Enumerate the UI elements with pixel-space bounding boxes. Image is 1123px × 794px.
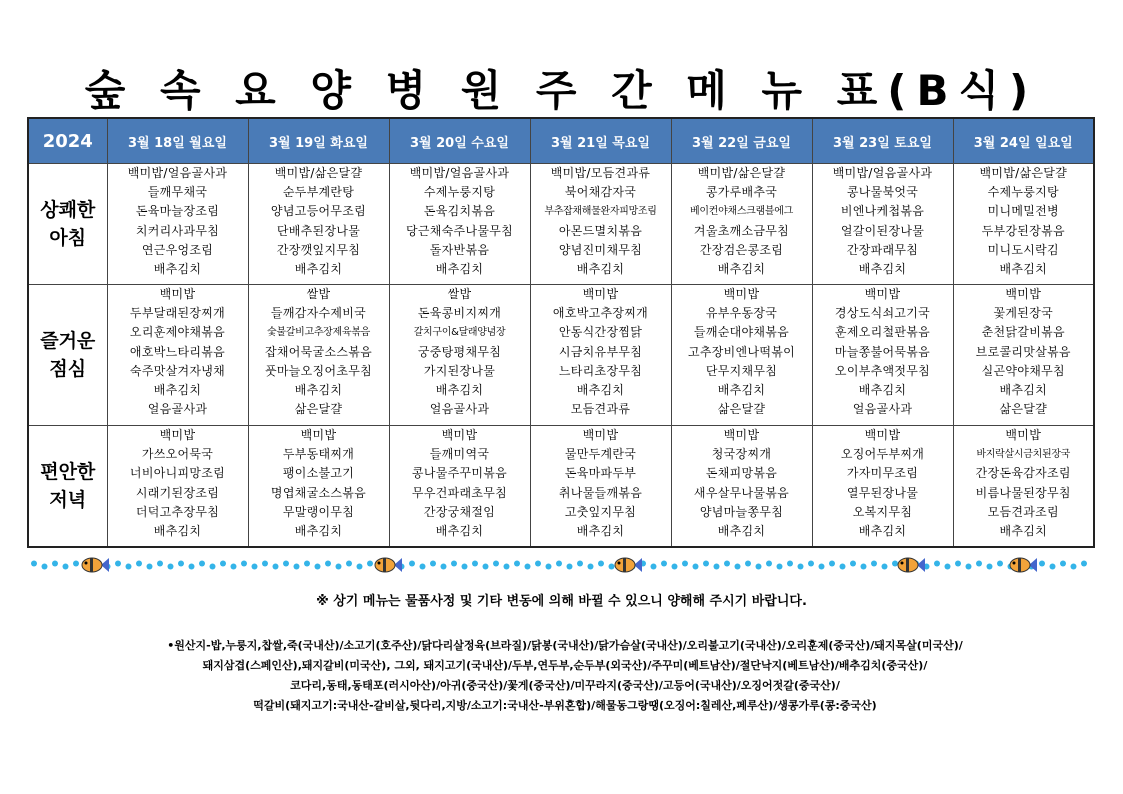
bubble-dot bbox=[73, 561, 79, 567]
bubble-dot bbox=[871, 561, 877, 567]
menu-item: 양념마늘쫑무침 bbox=[699, 504, 784, 519]
bubble-dot bbox=[1050, 564, 1056, 570]
meal-label-line: 즐거운 bbox=[40, 330, 96, 352]
day-header: 3월 21일 목요일 bbox=[530, 118, 671, 164]
menu-item: 궁중탕평채무침 bbox=[417, 344, 502, 359]
menu-item: 백미밥/삶은달걀 bbox=[274, 166, 363, 180]
meal-label-line: 점심 bbox=[49, 358, 87, 380]
bubble-dot bbox=[147, 564, 153, 570]
menu-item: 돈육마파두부 bbox=[564, 466, 637, 481]
menu-item: 백미밥 bbox=[582, 287, 619, 301]
meal-row bbox=[28, 285, 1094, 426]
menu-item: 삶은달걀 bbox=[717, 402, 766, 417]
menu-cell bbox=[248, 164, 389, 285]
bubble-dot bbox=[1060, 561, 1066, 567]
bubble-dot bbox=[588, 564, 594, 570]
bubble-dot bbox=[409, 561, 415, 567]
bubble-dot bbox=[273, 564, 279, 570]
bubble-dot bbox=[262, 561, 268, 567]
menu-item: 시래기된장조림 bbox=[135, 485, 220, 500]
bubble-dot bbox=[546, 564, 552, 570]
fish-icon bbox=[375, 558, 402, 572]
origin-info bbox=[70, 636, 1060, 716]
menu-item: 두부강된장볶음 bbox=[981, 223, 1065, 238]
menu-item: 돈육마늘장조림 bbox=[135, 204, 220, 219]
day-header: 3월 20일 수요일 bbox=[389, 118, 530, 164]
meal-row bbox=[28, 164, 1094, 285]
menu-item: 들깨감자수제비국 bbox=[270, 306, 367, 321]
menu-item: 순두부계란탕 bbox=[282, 185, 355, 200]
bubble-dot bbox=[556, 561, 562, 567]
menu-item: 돈채피망볶음 bbox=[705, 466, 778, 481]
menu-cell bbox=[248, 426, 389, 547]
bubble-dot bbox=[178, 561, 184, 567]
bubble-dot bbox=[136, 561, 142, 567]
bubble-dot bbox=[189, 564, 195, 570]
bubble-dot bbox=[892, 561, 898, 567]
menu-item: 풋마늘오징어초무침 bbox=[264, 363, 373, 378]
menu-item: 배추김치 bbox=[576, 261, 625, 276]
menu-item: 꽃게된장국 bbox=[993, 306, 1053, 321]
menu-item: 백미밥/삶은달걀 bbox=[979, 166, 1068, 180]
bubble-dot bbox=[682, 561, 688, 567]
menu-item: 애호박느타리볶음 bbox=[129, 344, 226, 359]
bubble-dot bbox=[157, 561, 163, 567]
menu-item: 얼음골사과 bbox=[852, 402, 913, 417]
menu-cell bbox=[812, 285, 953, 426]
menu-item: 백미밥 bbox=[864, 287, 901, 301]
bubble-dot bbox=[882, 564, 888, 570]
weekly-menu-table bbox=[27, 117, 1095, 548]
menu-item: 콩나물북엇국 bbox=[846, 185, 919, 200]
menu-item: 배추김치 bbox=[999, 382, 1048, 397]
menu-item: 갈치구이&달래양념장 bbox=[413, 327, 506, 339]
bubble-dot bbox=[735, 564, 741, 570]
day-header: 3월 23일 토요일 bbox=[812, 118, 953, 164]
bubble-dot bbox=[346, 561, 352, 567]
menu-item: 마늘쫑불어묵볶음 bbox=[834, 344, 931, 359]
menu-item: 얼음골사과 bbox=[147, 402, 208, 417]
menu-item: 유부우동장국 bbox=[705, 306, 778, 321]
menu-item: 돈육김치볶음 bbox=[423, 204, 496, 219]
menu-item: 너비아니피망조림 bbox=[129, 466, 226, 481]
menu-cell bbox=[812, 426, 953, 547]
menu-item: 가지된장나물 bbox=[423, 363, 496, 378]
menu-cell bbox=[107, 164, 248, 285]
menu-item: 부추잡채해물완자피망조림 bbox=[544, 206, 657, 218]
bubble-dot bbox=[777, 564, 783, 570]
menu-item: 배추김치 bbox=[999, 261, 1048, 276]
menu-item: 당근채숙주나물무침 bbox=[405, 223, 514, 238]
menu-item: 간장궁채절임 bbox=[423, 504, 496, 519]
menu-item: 백미밥 bbox=[300, 428, 337, 442]
bubble-dot bbox=[997, 561, 1003, 567]
menu-item: 베이컨야채스크램블에그 bbox=[690, 206, 793, 218]
bubble-dot bbox=[514, 561, 520, 567]
meal-label-line: 저녁 bbox=[49, 488, 87, 511]
origin-line: •원산지-밥,누룽지,찹쌀,죽(국내산)/소고기(호주산)/닭다리살정육(브라질)/닭봉(국내산)/닭가슴살(국내산)/오리불고기(국내산)/오리훈제(중국산)/돼지목살(미국산)/ bbox=[167, 639, 963, 652]
origin-line: 떡갈비(돼지고기:국내산-갈비살,뒷다리,지방/소고기:국내산-부위혼합)/해물동그랑땡(오징어:칠레산,페루산)/생콩가루(콩:중국산) bbox=[253, 699, 877, 712]
fish-icon bbox=[82, 558, 109, 572]
bubble-dot bbox=[115, 561, 121, 567]
fish-icon bbox=[898, 558, 925, 572]
bubble-dot bbox=[315, 564, 321, 570]
bubble-dot bbox=[651, 564, 657, 570]
menu-item: 배추김치 bbox=[858, 382, 907, 397]
bubble-dot bbox=[693, 564, 699, 570]
menu-item: 백미밥/얼음골사과 bbox=[832, 166, 933, 180]
menu-item: 간장돈육감자조림 bbox=[975, 466, 1071, 481]
bubble-dot bbox=[231, 564, 237, 570]
menu-item: 돌자반볶음 bbox=[429, 242, 490, 257]
menu-item: 쌀밥 bbox=[306, 287, 331, 301]
bubble-dot bbox=[945, 564, 951, 570]
bubble-dot bbox=[987, 564, 993, 570]
menu-item: 시금치유부무침 bbox=[558, 344, 643, 359]
menu-item: 배추김치 bbox=[153, 382, 202, 397]
menu-item: 배추김치 bbox=[858, 523, 907, 538]
menu-item: 백미밥 bbox=[1005, 428, 1042, 442]
menu-item: 배추김치 bbox=[435, 382, 484, 397]
bubble-dot bbox=[808, 561, 814, 567]
menu-item: 들깨무채국 bbox=[147, 185, 208, 200]
bubble-dot bbox=[357, 564, 363, 570]
menu-cell bbox=[671, 164, 812, 285]
bubble-dot bbox=[241, 561, 247, 567]
menu-item: 돈육콩비지찌개 bbox=[417, 306, 502, 321]
meal-label-line: 편안한 bbox=[40, 460, 96, 483]
bubble-dot bbox=[745, 561, 751, 567]
menu-item: 느타리초장무침 bbox=[558, 363, 643, 378]
menu-cell bbox=[812, 164, 953, 285]
menu-item: 콩가루배추국 bbox=[705, 185, 778, 200]
menu-item: 더덕고추장무침 bbox=[135, 504, 220, 519]
menu-item: 브로콜리맛살볶음 bbox=[975, 344, 1071, 359]
menu-item: 수제누룽지탕 bbox=[423, 185, 496, 200]
menu-item: 아몬드멸치볶음 bbox=[558, 223, 643, 238]
menu-item: 얼음골사과 bbox=[429, 402, 490, 417]
bubble-dot bbox=[1039, 561, 1045, 567]
menu-item: 연근우엉조림 bbox=[141, 242, 214, 257]
bubble-dot bbox=[472, 561, 478, 567]
menu-cell bbox=[953, 164, 1094, 285]
page-title: 숲 속 요 양 병 원 주 간 메 뉴 표(B식) bbox=[84, 66, 1039, 115]
bubble-dot bbox=[367, 561, 373, 567]
menu-item: 배추김치 bbox=[717, 382, 766, 397]
bubble-dot bbox=[462, 564, 468, 570]
notice-text: ※ 상기 메뉴는 물품사정 및 기타 변동에 의해 바뀔 수 있으니 양해해 주시기 바랍니다. bbox=[316, 594, 807, 609]
menu-item: 안동식간장찜닭 bbox=[558, 325, 643, 340]
menu-item: 새우살무나물볶음 bbox=[693, 485, 790, 500]
menu-item: 배추김치 bbox=[294, 382, 343, 397]
menu-item: 콩나물주꾸미볶음 bbox=[411, 466, 508, 481]
bubble-dot bbox=[52, 561, 58, 567]
menu-item: 백미밥/얼음골사과 bbox=[127, 166, 228, 180]
menu-item: 고춧잎지무침 bbox=[564, 504, 637, 519]
menu-item: 백미밥/모듬견과류 bbox=[550, 166, 651, 180]
menu-item: 고추장비엔나떡볶이 bbox=[687, 344, 796, 359]
menu-item: 배추김치 bbox=[294, 523, 343, 538]
menu-item: 간장파래무침 bbox=[846, 242, 919, 257]
bubble-dot bbox=[672, 564, 678, 570]
menu-item: 비엔나케첩볶음 bbox=[840, 204, 925, 219]
bubble-dot bbox=[577, 561, 583, 567]
bubble-dot bbox=[661, 561, 667, 567]
meal-label bbox=[28, 426, 107, 547]
menu-item: 두부달래된장찌개 bbox=[129, 306, 226, 321]
bubble-dot bbox=[525, 564, 531, 570]
menu-item: 오복지무침 bbox=[852, 504, 913, 519]
bubble-dot bbox=[294, 564, 300, 570]
menu-cell bbox=[389, 426, 530, 547]
menu-item: 물만두계란국 bbox=[564, 447, 637, 462]
day-header: 3월 24일 일요일 bbox=[953, 118, 1094, 164]
menu-cell bbox=[530, 164, 671, 285]
menu-item: 배추김치 bbox=[999, 523, 1048, 538]
bubble-dot bbox=[220, 561, 226, 567]
header-row bbox=[28, 118, 1094, 164]
bubble-dot bbox=[535, 561, 541, 567]
menu-item: 무우건파래초무침 bbox=[411, 485, 508, 500]
menu-item: 간장깻잎지무침 bbox=[276, 242, 361, 257]
menu-item: 치커리사과무침 bbox=[135, 223, 220, 238]
origin-line: 코다리,동태,동태포(러시아산)/아귀(중국산)/꽃게(중국산)/미꾸라지(중국산)/고등어(국내산)/오징어젓갈(중국산)/ bbox=[290, 679, 840, 692]
bubble-dot bbox=[829, 561, 835, 567]
bubble-dot bbox=[840, 564, 846, 570]
menu-item: 배추김치 bbox=[858, 261, 907, 276]
menu-cell bbox=[107, 426, 248, 547]
menu-item: 백미밥 bbox=[159, 428, 196, 442]
bubble-dot bbox=[1071, 564, 1077, 570]
menu-item: 백미밥/삶은달걀 bbox=[697, 166, 786, 180]
menu-item: 양념진미채무침 bbox=[558, 242, 643, 257]
menu-item: 취나물들깨볶음 bbox=[558, 485, 643, 500]
bubble-dot bbox=[451, 561, 457, 567]
menu-item: 백미밥 bbox=[582, 428, 619, 442]
menu-item: 배추김치 bbox=[153, 261, 202, 276]
menu-item: 양념고등어무조림 bbox=[270, 204, 367, 219]
menu-cell bbox=[530, 426, 671, 547]
bubble-dot bbox=[126, 564, 132, 570]
meal-label bbox=[28, 285, 107, 426]
bubble-dot bbox=[336, 564, 342, 570]
bubble-dot bbox=[955, 561, 961, 567]
menu-item: 팽이소불고기 bbox=[282, 466, 355, 481]
bubble-dot bbox=[420, 564, 426, 570]
menu-item: 모듬견과류 bbox=[570, 402, 631, 417]
menu-item: 들깨순대야채볶음 bbox=[693, 325, 790, 340]
menu-item: 수제누룽지탕 bbox=[987, 185, 1059, 200]
menu-item: 백미밥 bbox=[441, 428, 478, 442]
bubble-dot bbox=[493, 561, 499, 567]
menu-item: 모듬견과조림 bbox=[987, 504, 1059, 519]
bubble-dot bbox=[210, 564, 216, 570]
menu-cell bbox=[953, 285, 1094, 426]
bubble-dot bbox=[966, 564, 972, 570]
year-header: 2024 bbox=[28, 118, 107, 164]
menu-item: 삶은달걀 bbox=[999, 402, 1048, 417]
bubble-dot bbox=[798, 564, 804, 570]
menu-item: 얼갈이된장나물 bbox=[840, 223, 925, 238]
menu-item: 열무된장나물 bbox=[846, 485, 919, 500]
menu-item: 바지락살시금치된장국 bbox=[976, 449, 1071, 461]
menu-item: 미니메밀전병 bbox=[987, 204, 1059, 219]
bubble-dot bbox=[31, 561, 37, 567]
meal-row bbox=[28, 426, 1094, 547]
bubble-dot bbox=[567, 564, 573, 570]
bubble-dot bbox=[168, 564, 174, 570]
bubble-dot bbox=[819, 564, 825, 570]
menu-item: 가자미무조림 bbox=[846, 466, 919, 481]
bubble-dot bbox=[766, 561, 772, 567]
menu-item: 애호박고추장찌개 bbox=[552, 306, 649, 321]
bubble-dot bbox=[714, 564, 720, 570]
menu-item: 백미밥/얼음골사과 bbox=[409, 166, 510, 180]
menu-cell bbox=[530, 285, 671, 426]
menu-item: 무말랭이무침 bbox=[282, 504, 355, 519]
menu-item: 겨울초깨소금무침 bbox=[693, 223, 790, 238]
menu-item: 오징어두부찌개 bbox=[840, 447, 925, 462]
menu-item: 간장검은콩조림 bbox=[699, 242, 784, 257]
bubble-fish-decoration bbox=[30, 552, 1095, 578]
menu-item: 가쓰오어묵국 bbox=[141, 447, 214, 462]
bubble-dot bbox=[609, 564, 615, 570]
menu-item: 배추김치 bbox=[576, 523, 625, 538]
day-header: 3월 22일 금요일 bbox=[671, 118, 812, 164]
bubble-dot bbox=[703, 561, 709, 567]
menu-item: 숯불갈비고추장제육볶음 bbox=[267, 327, 370, 339]
menu-item: 쌀밥 bbox=[447, 287, 472, 301]
menu-item: 춘천닭갈비볶음 bbox=[981, 325, 1065, 340]
menu-item: 백미밥 bbox=[864, 428, 901, 442]
day-header: 3월 18일 월요일 bbox=[107, 118, 248, 164]
menu-item: 백미밥 bbox=[723, 428, 760, 442]
menu-item: 단배추된장나물 bbox=[276, 223, 361, 238]
bubble-dot bbox=[199, 561, 205, 567]
fish-icon bbox=[1010, 558, 1037, 572]
menu-item: 오이부추액젓무침 bbox=[834, 363, 931, 378]
menu-item: 단무지채무침 bbox=[705, 363, 778, 378]
bubble-dot bbox=[598, 561, 604, 567]
bubble-dot bbox=[304, 561, 310, 567]
menu-cell bbox=[107, 285, 248, 426]
menu-item: 훈제오리철판볶음 bbox=[834, 325, 931, 340]
bubble-dot bbox=[483, 564, 489, 570]
menu-item: 오리훈제야채볶음 bbox=[129, 325, 226, 340]
menu-item: 두부동태찌개 bbox=[282, 447, 355, 462]
bubble-dot bbox=[63, 564, 69, 570]
menu-item: 백미밥 bbox=[159, 287, 196, 301]
bubble-dot bbox=[976, 561, 982, 567]
bubble-dot bbox=[756, 564, 762, 570]
meal-label-line: 상쾌한 bbox=[40, 199, 96, 221]
meal-label-line: 아침 bbox=[49, 227, 87, 249]
menu-item: 배추김치 bbox=[435, 261, 484, 276]
bubble-dot bbox=[42, 564, 48, 570]
menu-item: 실곤약야채무침 bbox=[981, 363, 1065, 378]
menu-item: 배추김치 bbox=[717, 261, 766, 276]
meal-label bbox=[28, 164, 107, 285]
bubble-dot bbox=[787, 561, 793, 567]
bubble-dot bbox=[504, 564, 510, 570]
menu-cell bbox=[389, 164, 530, 285]
bubble-dot bbox=[861, 564, 867, 570]
bubble-dot bbox=[724, 561, 730, 567]
bubble-dot bbox=[441, 564, 447, 570]
menu-item: 들깨미역국 bbox=[429, 447, 490, 462]
bubble-dot bbox=[430, 561, 436, 567]
menu-item: 청국장찌개 bbox=[711, 447, 772, 462]
menu-item: 배추김치 bbox=[717, 523, 766, 538]
bubble-dot bbox=[325, 561, 331, 567]
menu-cell bbox=[671, 426, 812, 547]
bubble-dot bbox=[850, 561, 856, 567]
menu-item: 배추김치 bbox=[576, 382, 625, 397]
menu-item: 북어채감자국 bbox=[564, 185, 637, 200]
menu-item: 미니도시락김 bbox=[987, 242, 1059, 257]
menu-item: 배추김치 bbox=[153, 523, 202, 538]
menu-item: 백미밥 bbox=[723, 287, 760, 301]
menu-item: 삶은달걀 bbox=[294, 402, 343, 417]
bubble-dot bbox=[1081, 561, 1087, 567]
menu-cell bbox=[953, 426, 1094, 547]
menu-cell bbox=[671, 285, 812, 426]
menu-cell bbox=[248, 285, 389, 426]
menu-item: 배추김치 bbox=[294, 261, 343, 276]
fish-icon bbox=[615, 558, 642, 572]
menu-cell bbox=[389, 285, 530, 426]
bubble-dot bbox=[934, 561, 940, 567]
day-header: 3월 19일 화요일 bbox=[248, 118, 389, 164]
menu-item: 비름나물된장무침 bbox=[975, 485, 1071, 500]
menu-item: 잡채어묵굴소스볶음 bbox=[264, 344, 373, 359]
menu-item: 경상도식쇠고기국 bbox=[834, 306, 931, 321]
menu-item: 백미밥 bbox=[1005, 287, 1042, 301]
origin-line: 돼지삼겹(스페인산),돼지갈비(미국산), 그외, 돼지고기(국내산)/두부,연두부,순두부(외국산)/주꾸미(베트남산)/절단낙지(베트남산)/배추김치(중국산)/ bbox=[202, 659, 928, 672]
menu-item: 배추김치 bbox=[435, 523, 484, 538]
menu-item: 숙주맛살겨자냉채 bbox=[129, 363, 226, 378]
bubble-dot bbox=[283, 561, 289, 567]
bubble-dot bbox=[252, 564, 258, 570]
menu-item: 명엽채굴소스볶음 bbox=[270, 485, 367, 500]
